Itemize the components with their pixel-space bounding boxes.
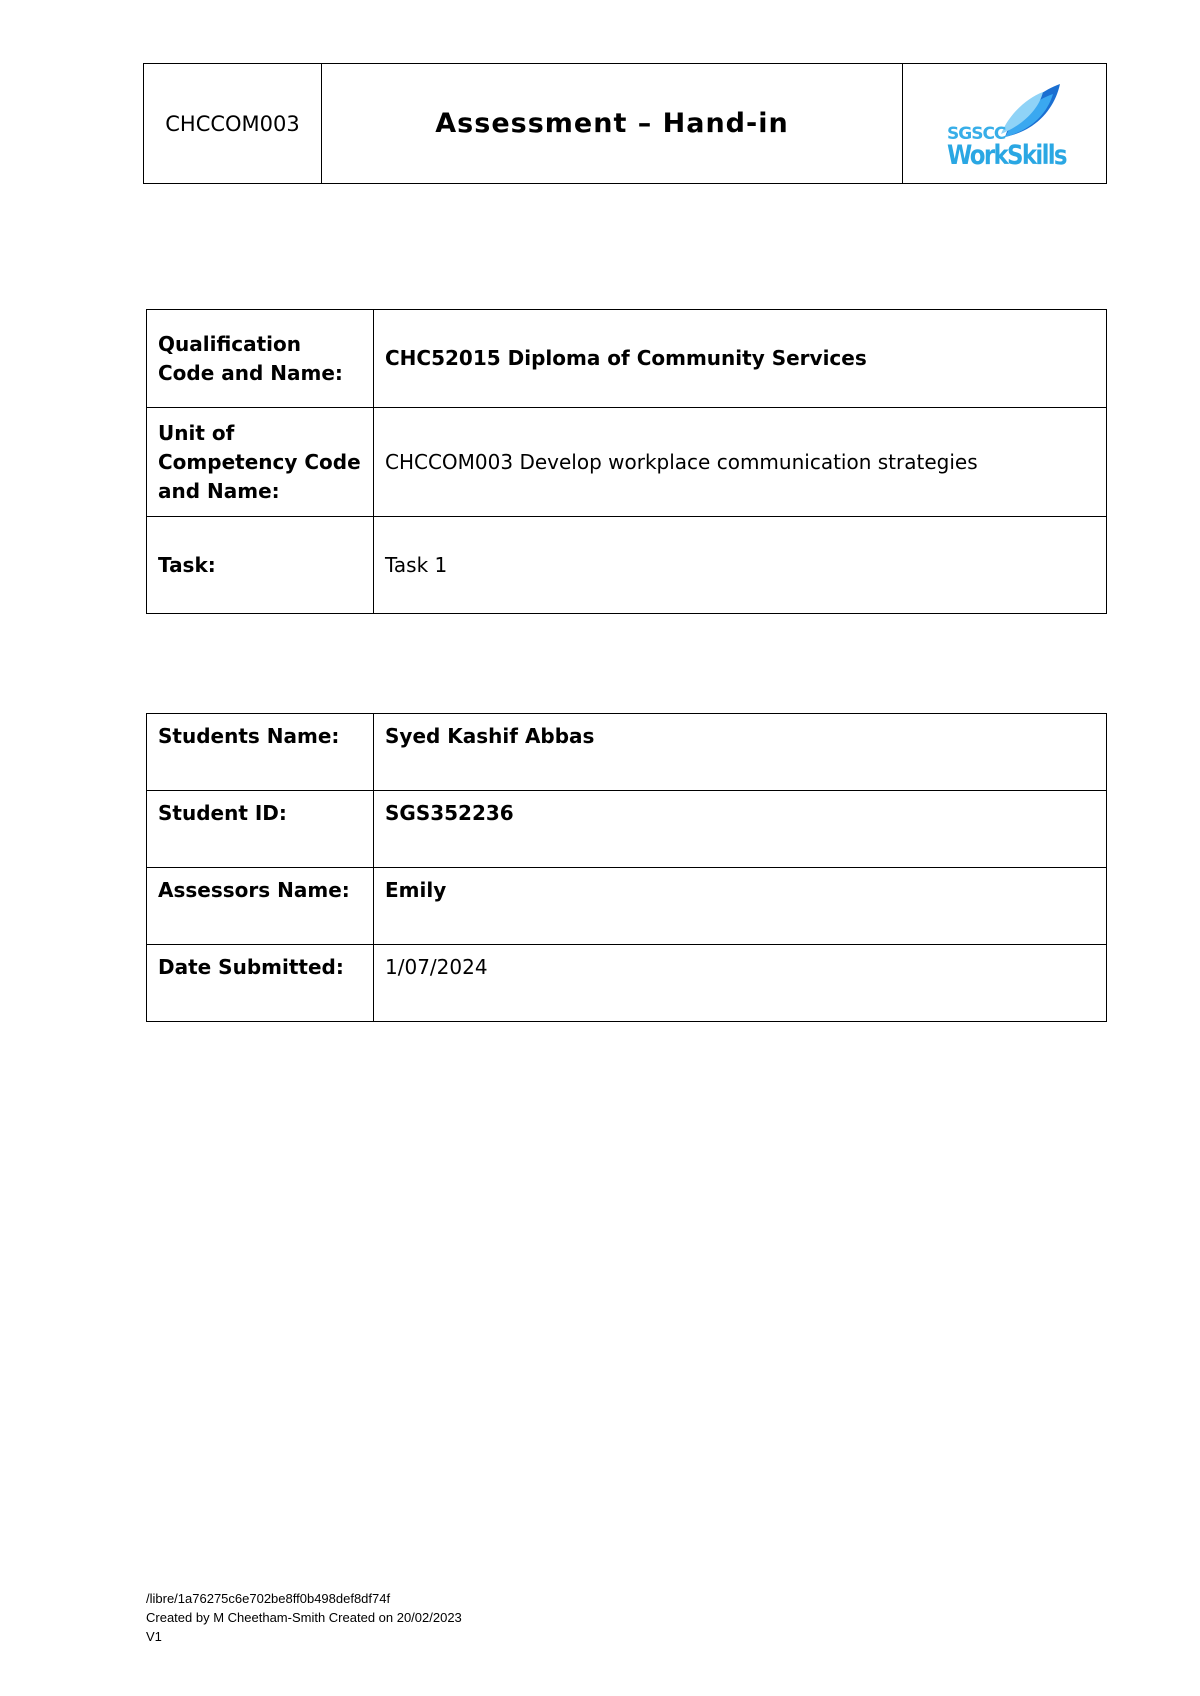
footer-path: /libre/1a76275c6e702be8ff0b498def8df74f (146, 1591, 391, 1606)
unit-label: Unit of Competency Code and Name: (147, 408, 374, 517)
student-name-label: Students Name: (147, 714, 374, 791)
table-row (147, 714, 1107, 791)
document-header (143, 63, 1107, 184)
document-title: Assessment – Hand-in (322, 64, 903, 183)
unit-value: CHCCOM003 Develop workplace communication strategies (374, 408, 1107, 517)
task-value: Task 1 (374, 517, 1107, 614)
table-row (147, 517, 1107, 614)
unit-code: CHCCOM003 (144, 64, 322, 183)
task-label: Task: (147, 517, 374, 614)
student-name-value: Syed Kashif Abbas (374, 714, 1107, 791)
qualification-table (146, 309, 1107, 614)
table-row (147, 791, 1107, 868)
assessor-name-value: Emily (374, 868, 1107, 945)
table-row (147, 868, 1107, 945)
date-submitted-value: 1/07/2024 (374, 945, 1107, 1022)
assessor-name-label: Assessors Name: (147, 868, 374, 945)
date-submitted-label: Date Submitted: (147, 945, 374, 1022)
student-id-label: Student ID: (147, 791, 374, 868)
student-id-value: SGS352236 (374, 791, 1107, 868)
table-row (147, 408, 1107, 517)
logo-small-text: SGSCC (947, 124, 1006, 144)
table-row (147, 310, 1107, 408)
workskills-logo (903, 64, 1106, 183)
logo-big-text: WorkSkills (947, 140, 1066, 171)
qualification-label: Qualification Code and Name: (147, 310, 374, 408)
footer-version: V1 (146, 1629, 162, 1644)
student-table (146, 713, 1107, 1022)
footer-created: Created by M Cheetham-Smith Created on 20/02/2023 (146, 1610, 462, 1625)
document-footer (146, 1589, 462, 1646)
table-row (147, 945, 1107, 1022)
qualification-value: CHC52015 Diploma of Community Services (374, 310, 1107, 408)
